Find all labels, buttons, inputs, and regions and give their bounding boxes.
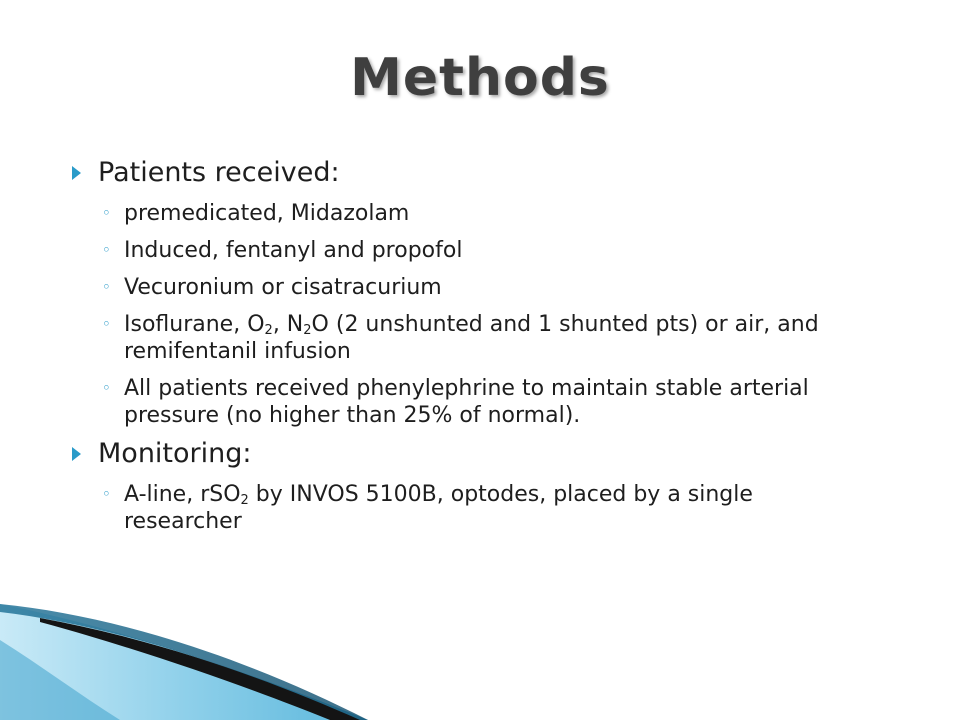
circle-bullet-icon: ◦ [102,241,111,259]
text-part: A-line, rSO [124,482,241,507]
list-item [72,311,872,365]
list-item-text: All patients received phenylephrine to maintain stable arterial pressure (no higher than 25% of normal). [124,376,809,428]
subscript: 2 [303,323,312,338]
list-item-text: premedicated, Midazolam [124,201,410,226]
circle-bullet-icon: ◦ [102,278,111,296]
circle-bullet-icon: ◦ [102,204,111,222]
text-part: by INVOS 5100B, optodes, placed by a single researcher [124,482,753,534]
list-item [72,375,872,429]
heading-text: Monitoring: [98,438,252,469]
section-heading-patients [72,156,872,190]
list-item-text: Induced, fentanyl and propofol [124,238,463,263]
list-item-text [124,312,819,364]
subscript: 2 [240,493,249,508]
section-heading-monitoring [72,437,872,471]
slide-content [72,150,872,543]
monitoring-sublist [72,481,872,535]
slide-title: Methods [350,48,610,108]
circle-bullet-icon: ◦ [102,315,111,333]
patients-sublist [72,200,872,429]
list-item [72,274,872,301]
list-item [72,481,872,535]
circle-bullet-icon: ◦ [102,485,111,503]
text-part: Isoflurane, O [124,312,265,337]
triangle-bullet-icon [72,166,81,180]
heading-text: Patients received: [98,157,340,188]
list-item [72,200,872,227]
circle-bullet-icon: ◦ [102,379,111,397]
list-item-text [124,482,753,534]
subscript: 2 [264,323,273,338]
triangle-bullet-icon [72,447,81,461]
list-item-text: Vecuronium or cisatracurium [124,275,442,300]
list-item [72,237,872,264]
text-part: , N [272,312,304,337]
text-part: O (2 unshunted and 1 shunted pts) or air, and remifentanil infusion [124,312,819,364]
